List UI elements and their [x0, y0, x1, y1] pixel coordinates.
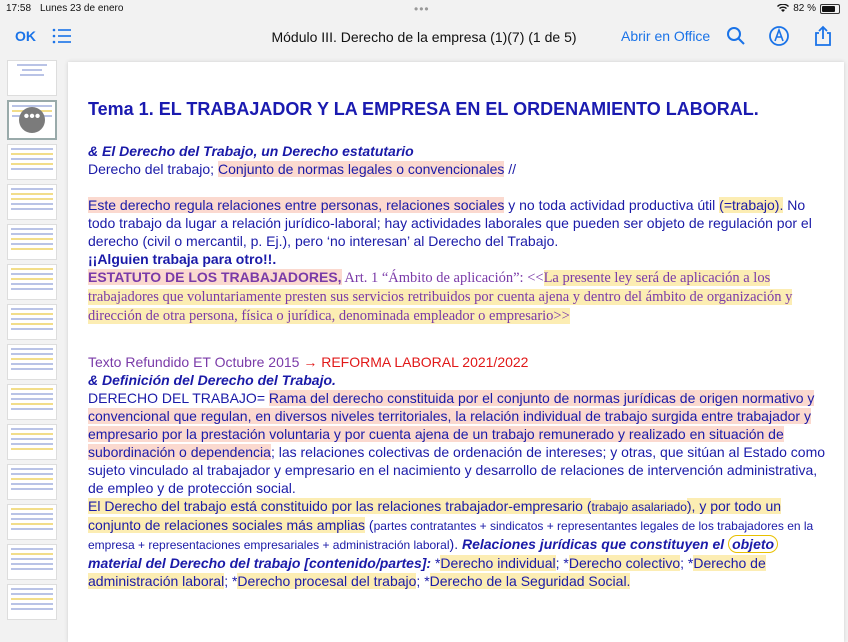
page-thumbnail[interactable] [7, 424, 57, 460]
multitasking-dots-icon[interactable]: ••• [414, 2, 430, 16]
page-thumbnail[interactable] [7, 224, 57, 260]
circled-word-objeto: objeto [728, 535, 778, 553]
ok-button[interactable]: OK [15, 28, 36, 44]
paragraph-constituido: El Derecho del trabajo está constituido por las relaciones trabajador-empresario (trabajo asalariado), y por todo un conjunto de relaciones sociales más amplias (partes contratantes + sindicatos + representantes legales de los trabajadores en la empresa + representaciones empresariales + administración laboral). Relaciones jurídicas que constituyen el objeto material del Derecho del trabajo [contenido/partes]: *Derecho individual; *Derecho colectivo; *Derecho de administración laboral; *Derecho procesal del trabajo; *Derecho de la Seguridad Social. [88, 498, 814, 589]
paragraph-definition: Derecho del trabajo; Conjunto de normas legales o convencionales // [88, 161, 517, 177]
list-icon[interactable] [52, 27, 72, 45]
open-in-office-button[interactable]: Abrir en Office [621, 28, 711, 44]
wifi-icon [777, 4, 789, 13]
search-icon[interactable] [725, 25, 747, 47]
more-options-icon[interactable]: ••• [19, 107, 45, 133]
page-thumbnail[interactable] [7, 264, 57, 300]
page-thumbnail[interactable] [7, 144, 57, 180]
battery-icon [820, 4, 840, 14]
page-thumbnail[interactable] [7, 504, 57, 540]
toolbar [0, 18, 848, 56]
page-thumbnail[interactable] [7, 184, 57, 220]
page-thumbnail[interactable] [7, 304, 57, 340]
status-bar [0, 0, 848, 18]
page-thumbnail[interactable] [7, 464, 57, 500]
document-title: Módulo III. Derecho de la empresa (1)(7) (1 de 5) [271, 29, 577, 45]
document-page[interactable] [68, 62, 844, 642]
status-date: Lunes 23 de enero [40, 3, 124, 14]
status-time: 17:58 [6, 3, 32, 14]
page-thumbnail[interactable] [7, 384, 57, 420]
page-content [88, 98, 828, 590]
page-thumbnail[interactable] [7, 60, 57, 96]
paragraph-texto-refundido: Texto Refundido ET Octubre 2015 → REFORMA LABORAL 2021/2022 [88, 354, 529, 370]
paragraph-derecho-trabajo: DERECHO DEL TRABAJO= Rama del derecho constituida por el conjunto de normas jurídicas de origen normativo y convencional que regulan, en diversos niveles territoriales, la relación individual de trabajo surgida entre trabajador y empresario por la prestación voluntaria y por cuenta ajena de un trabajo remunerado y realizado en situación de subordinación o dependencia; las relaciones colectivas de ordenación de intereses; y otras, que sitúan al Estado como sujeto vinculado al trabajador y empresario en el nacimiento y desarrollo de relaciones de intervención administrativa, de empleo y de protección social. [88, 390, 826, 496]
section-heading-definicion: & Definición del Derecho del Trabajo. [88, 372, 336, 388]
battery-percent: 82 % [793, 3, 816, 14]
paragraph-estatuto: ESTATUTO DE LOS TRABAJADORES, Art. 1 “Ámbito de aplicación”: <<La presente ley será de aplicación a los trabajadores que voluntariamente presten sus servicios retribuidos por cuenta ajena y dentro del ámbito de organización y dirección de otra persona, física o jurídica, denominada empleador o empresario>> [88, 269, 793, 324]
section-heading-estatutario: & El Derecho del Trabajo, un Derecho estatutario [88, 143, 414, 159]
page-heading: Tema 1. EL TRABAJADOR Y LA EMPRESA EN EL ORDENAMIENTO LABORAL. [88, 99, 759, 119]
share-icon[interactable] [812, 25, 834, 47]
markup-icon[interactable] [768, 25, 790, 47]
paragraph-relations: Este derecho regula relaciones entre personas, relaciones sociales y no toda actividad productiva útil (=trabajo). No todo trabajo da lugar a relación jurídico-laboral; hay actividades laborales que pueden ser objeto de regulación por el derecho (civil o mercantil, p. Ej.), pero ‘no interesan’ al Derecho del Trabajo. [88, 197, 812, 249]
page-thumbnail[interactable] [7, 584, 57, 620]
page-thumbnail[interactable] [7, 544, 57, 580]
paragraph-alguien: ¡¡Alguien trabaja para otro!!. [88, 251, 277, 267]
page-thumbnail[interactable] [7, 344, 57, 380]
page-thumbnails-sidebar [0, 56, 64, 636]
